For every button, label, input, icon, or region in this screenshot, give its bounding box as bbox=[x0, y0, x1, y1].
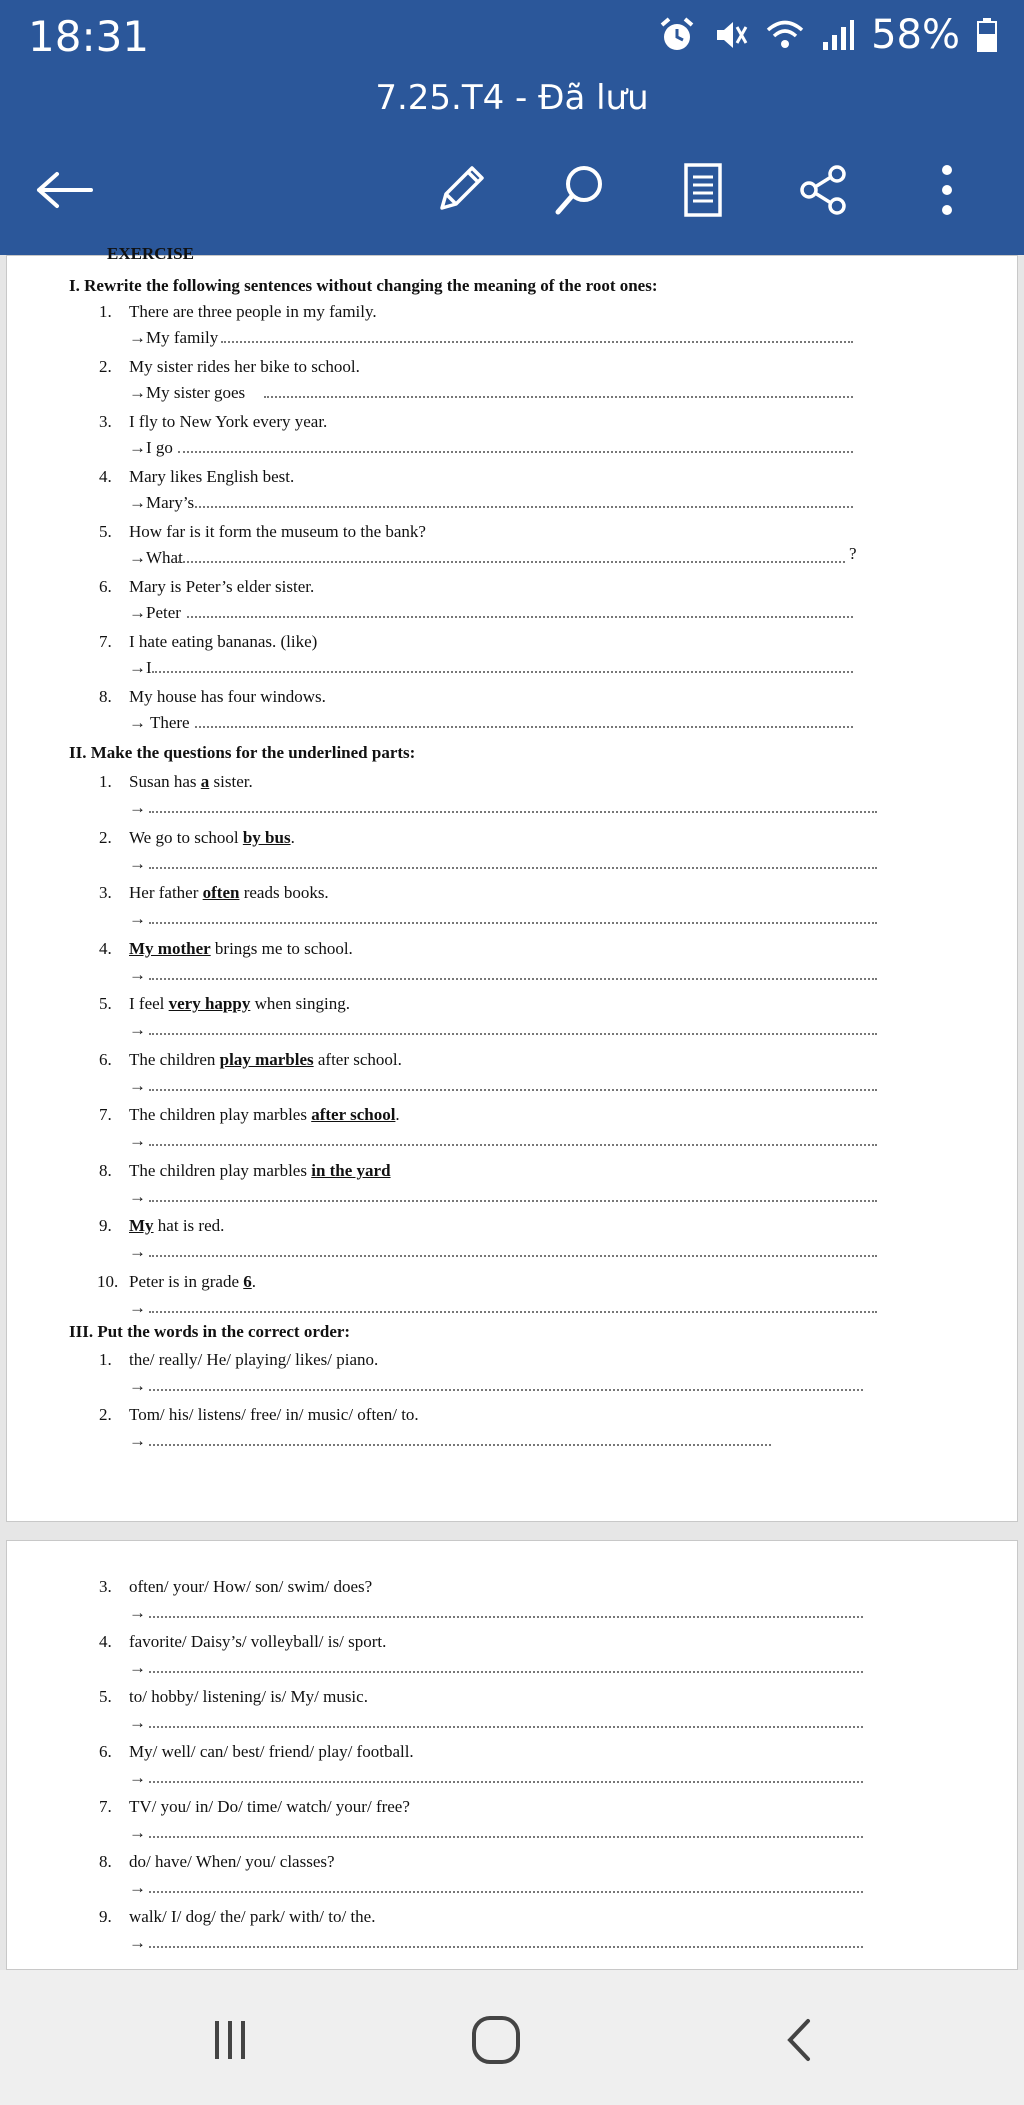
underlined-part: 6 bbox=[243, 1271, 252, 1291]
item-number: 3. bbox=[99, 1577, 112, 1596]
item-sentence: How far is it form the museum to the bank? bbox=[129, 522, 426, 541]
status-icons bbox=[657, 12, 998, 58]
underlined-part: after school bbox=[311, 1105, 396, 1124]
answer-arrow: → bbox=[129, 1658, 146, 1677]
answer-line bbox=[149, 1945, 863, 1948]
item-sentence bbox=[129, 1216, 224, 1236]
sentence-part: Susan has bbox=[129, 772, 201, 791]
signal-icon bbox=[821, 18, 855, 52]
item-number: 1. bbox=[99, 1350, 112, 1369]
mute-icon bbox=[713, 17, 749, 53]
answer-line bbox=[149, 1443, 771, 1446]
item-sentence bbox=[129, 994, 350, 1014]
answer-arrow: → bbox=[129, 909, 146, 928]
item-number: 6. bbox=[99, 1742, 112, 1761]
sentence-part: The children bbox=[129, 1049, 220, 1069]
item-sentence: I fly to New York every year. bbox=[129, 412, 328, 431]
item-sentence: to/ hobby/ listening/ is/ My/ music. bbox=[129, 1687, 368, 1706]
item-number: 8. bbox=[99, 687, 112, 706]
item-sentence: Mary is Peter’s elder sister. bbox=[129, 577, 315, 596]
sentence-part: We go to school bbox=[129, 827, 243, 847]
item-number: 4. bbox=[99, 938, 112, 958]
item-number: 9. bbox=[99, 1907, 112, 1926]
item-number: 3. bbox=[99, 412, 112, 431]
wifi-icon bbox=[765, 17, 805, 53]
item-number: 8. bbox=[99, 1160, 112, 1180]
answer-line bbox=[149, 1725, 863, 1728]
reading-view-icon[interactable] bbox=[668, 155, 738, 225]
answer-line bbox=[149, 1254, 877, 1257]
answer-arrow: → bbox=[129, 1242, 146, 1261]
sentence-part: I feel bbox=[129, 994, 169, 1013]
answer-line bbox=[152, 670, 853, 673]
answer-arrow: → bbox=[129, 1431, 146, 1450]
item-sentence bbox=[129, 939, 353, 959]
alarm-icon bbox=[657, 15, 697, 55]
document-page-2 bbox=[6, 1540, 1018, 1970]
item-number: 6. bbox=[99, 1049, 112, 1069]
answer-arrow: → bbox=[129, 1186, 146, 1206]
sentence-part: hat is red. bbox=[153, 1216, 225, 1235]
more-vertical-icon[interactable] bbox=[912, 155, 982, 225]
answer-prompt: →Mary’s bbox=[129, 493, 195, 512]
answer-line bbox=[149, 1143, 877, 1146]
item-sentence bbox=[129, 828, 295, 848]
answer-prompt: →My family bbox=[129, 328, 219, 347]
item-sentence: My sister rides her bike to school. bbox=[129, 357, 360, 376]
answer-line bbox=[149, 1780, 863, 1783]
item-sentence: the/ really/ He/ playing/ likes/ piano. bbox=[129, 1350, 379, 1369]
item-number: 2. bbox=[99, 357, 112, 376]
underlined-part: often bbox=[202, 883, 240, 902]
answer-line bbox=[178, 450, 853, 453]
document-title: 7.25.T4 - Đã lưu bbox=[375, 78, 649, 118]
answer-prompt: → There bbox=[129, 713, 190, 732]
item-number: 3. bbox=[99, 883, 112, 902]
item-number: 10. bbox=[97, 1271, 119, 1291]
item-sentence: Tom/ his/ listens/ free/ in/ music/ often/ to. bbox=[129, 1405, 419, 1424]
answer-line bbox=[149, 921, 877, 924]
answer-line bbox=[149, 810, 877, 813]
status-time: 18:31 bbox=[28, 12, 150, 61]
item-number: 4. bbox=[99, 467, 112, 486]
pencil-icon[interactable] bbox=[425, 155, 495, 225]
item-sentence: Mary likes English best. bbox=[129, 467, 295, 486]
sentence-part: when singing. bbox=[250, 994, 350, 1013]
answer-line bbox=[178, 560, 845, 563]
item-sentence bbox=[129, 1050, 402, 1070]
item-number: 5. bbox=[99, 994, 112, 1013]
back-icon[interactable] bbox=[760, 2000, 840, 2080]
answer-line bbox=[149, 1088, 877, 1091]
item-number: 8. bbox=[99, 1852, 112, 1871]
battery-level: 58% bbox=[871, 12, 960, 58]
item-number: 5. bbox=[99, 1687, 112, 1706]
share-icon[interactable] bbox=[788, 155, 858, 225]
page-top-text: EXERCISE bbox=[107, 244, 194, 263]
item-sentence: TV/ you/ in/ Do/ time/ watch/ your/ free? bbox=[129, 1797, 410, 1816]
answer-line bbox=[149, 1890, 863, 1893]
sentence-part: The children play marbles bbox=[129, 1160, 312, 1180]
answer-line bbox=[264, 395, 853, 398]
underlined-part: play marbles bbox=[219, 1049, 314, 1069]
sentence-part: . bbox=[290, 827, 295, 847]
answer-arrow: → bbox=[129, 1768, 146, 1787]
answer-line bbox=[149, 977, 877, 980]
item-sentence: walk/ I/ dog/ the/ park/ with/ to/ the. bbox=[129, 1907, 376, 1926]
sentence-part: . bbox=[395, 1105, 400, 1124]
answer-arrow: → bbox=[129, 853, 146, 873]
answer-arrow: → bbox=[129, 1376, 146, 1395]
answer-line bbox=[149, 866, 877, 869]
item-sentence: do/ have/ When/ you/ classes? bbox=[129, 1852, 335, 1871]
answer-line bbox=[149, 1615, 863, 1618]
item-number: 7. bbox=[99, 1797, 112, 1816]
underlined-part: very happy bbox=[168, 994, 251, 1013]
item-sentence: often/ your/ How/ son/ swim/ does? bbox=[129, 1577, 373, 1596]
item-number: 2. bbox=[99, 827, 112, 847]
answer-arrow: → bbox=[129, 1075, 146, 1095]
answer-end-mark: ? bbox=[849, 544, 857, 563]
answer-arrow: → bbox=[129, 964, 146, 984]
item-number: 2. bbox=[99, 1405, 112, 1424]
answer-arrow: → bbox=[129, 1878, 146, 1897]
answer-arrow: → bbox=[129, 1823, 146, 1842]
item-number: 7. bbox=[99, 632, 112, 651]
item-number: 9. bbox=[99, 1216, 112, 1235]
item-number: 1. bbox=[99, 772, 112, 791]
item-number: 1. bbox=[99, 302, 112, 321]
sentence-part: reads books. bbox=[239, 883, 329, 902]
navigation-bar bbox=[0, 1970, 1024, 2105]
answer-line bbox=[195, 725, 853, 728]
search-icon[interactable] bbox=[545, 155, 615, 225]
item-sentence bbox=[129, 883, 329, 903]
answer-prompt: →My sister goes bbox=[129, 383, 246, 402]
sentence-part: after school. bbox=[313, 1049, 402, 1069]
item-sentence: I hate eating bananas. (like) bbox=[129, 632, 318, 651]
sentence-part: Peter is in grade bbox=[129, 1271, 244, 1291]
item-number: 4. bbox=[99, 1632, 112, 1651]
answer-arrow: → bbox=[129, 1297, 146, 1317]
sentence-part: brings me to school. bbox=[210, 938, 353, 958]
battery-icon bbox=[976, 17, 998, 53]
answer-prompt: →What bbox=[129, 548, 183, 567]
answer-arrow: → bbox=[129, 1933, 146, 1952]
sentence-part: . bbox=[251, 1271, 256, 1291]
recent-apps-icon[interactable] bbox=[190, 2000, 270, 2080]
section-1-title: I. Rewrite the following sentences without changing the meaning of the root ones: bbox=[69, 276, 658, 295]
section-2-title: II. Make the questions for the underlined parts: bbox=[69, 743, 416, 762]
item-number: 6. bbox=[99, 577, 112, 596]
underlined-part: My mother bbox=[129, 938, 211, 958]
sentence-part: sister. bbox=[209, 772, 253, 791]
answer-arrow: → bbox=[129, 1020, 146, 1039]
answer-line bbox=[149, 1310, 877, 1313]
answer-line bbox=[149, 1032, 877, 1035]
answer-line bbox=[149, 1388, 863, 1391]
back-arrow-icon[interactable] bbox=[30, 155, 100, 225]
item-sentence: My/ well/ can/ best/ friend/ play/ football. bbox=[129, 1742, 414, 1761]
item-sentence bbox=[129, 1272, 256, 1292]
item-sentence: There are three people in my family. bbox=[129, 302, 377, 321]
sentence-part: The children play marbles bbox=[129, 1105, 312, 1124]
home-icon[interactable] bbox=[456, 2000, 536, 2080]
answer-arrow: → bbox=[129, 1603, 146, 1622]
item-number: 7. bbox=[99, 1105, 112, 1124]
answer-line bbox=[149, 1835, 863, 1838]
item-sentence: favorite/ Daisy’s/ volleyball/ is/ sport. bbox=[129, 1632, 387, 1651]
item-sentence bbox=[129, 1105, 400, 1125]
document-page-1 bbox=[6, 244, 1018, 1522]
answer-line bbox=[149, 1199, 877, 1202]
underlined-part: in the yard bbox=[311, 1160, 391, 1180]
sentence-part: Her father bbox=[129, 883, 203, 902]
item-number: 5. bbox=[99, 522, 112, 541]
underlined-part: My bbox=[129, 1216, 154, 1235]
answer-prompt: →Peter bbox=[129, 603, 181, 622]
answer-line bbox=[187, 615, 853, 618]
answer-line bbox=[149, 1670, 863, 1673]
answer-arrow: → bbox=[129, 798, 146, 817]
section-3-title: III. Put the words in the correct order: bbox=[69, 1322, 351, 1341]
answer-line bbox=[195, 505, 853, 508]
answer-arrow: → bbox=[129, 1131, 146, 1150]
answer-prompt: →I go bbox=[129, 438, 173, 457]
answer-line bbox=[221, 340, 853, 343]
app-bar bbox=[0, 0, 1024, 255]
underlined-part: a bbox=[200, 772, 210, 791]
underlined-part: by bus bbox=[242, 827, 291, 847]
answer-prompt: →I bbox=[129, 658, 152, 677]
item-sentence: My house has four windows. bbox=[129, 687, 326, 706]
answer-arrow: → bbox=[129, 1713, 146, 1732]
item-sentence bbox=[129, 772, 253, 792]
item-sentence bbox=[129, 1161, 391, 1181]
